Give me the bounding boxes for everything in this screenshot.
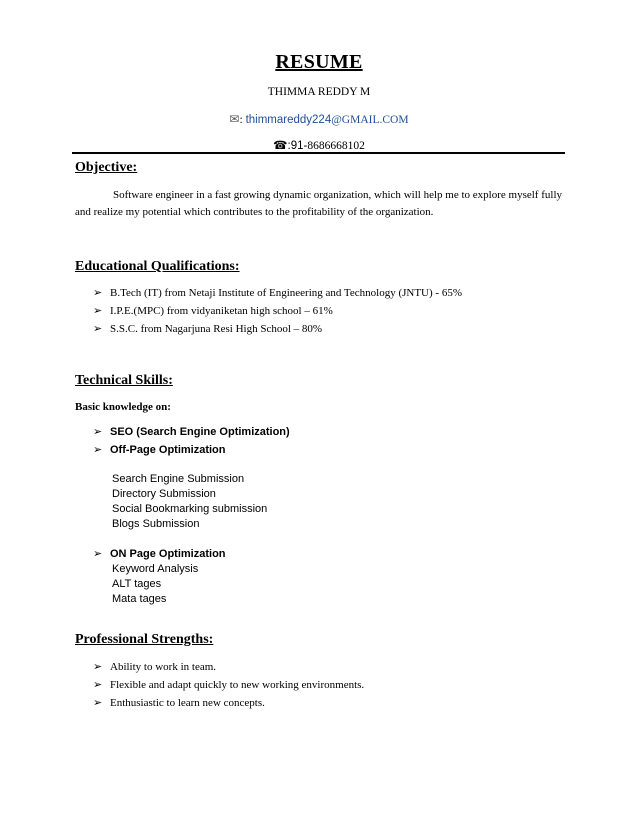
telephone-icon: ☎ xyxy=(273,140,288,152)
list-item xyxy=(93,676,364,694)
arrow-bullet-icon: ➢ xyxy=(93,548,103,560)
list-item: Social Bookmarking submission xyxy=(112,503,268,515)
arrow-bullet-icon: ➢ xyxy=(93,305,103,317)
email-line xyxy=(0,112,638,127)
education-heading: Educational Qualifications: xyxy=(75,259,240,274)
arrow-bullet-icon: ➢ xyxy=(93,679,103,691)
arrow-bullet-icon: ➢ xyxy=(93,323,103,335)
resume-title: RESUME xyxy=(275,51,363,73)
arrow-bullet-icon: ➢ xyxy=(93,287,103,299)
list-item: Blogs Submission xyxy=(112,518,200,530)
list-item xyxy=(93,423,290,441)
list-item xyxy=(93,302,462,320)
skills-heading: Technical Skills: xyxy=(75,373,173,388)
envelope-icon: ✉ xyxy=(229,112,240,126)
skill-item: Off-Page Optimization xyxy=(110,444,226,456)
objective-heading: Objective: xyxy=(75,160,138,175)
list-item xyxy=(93,694,364,712)
phone-prefix: :91- xyxy=(287,140,308,152)
onpage-list xyxy=(93,545,226,563)
list-item xyxy=(93,320,462,338)
strengths-list xyxy=(93,658,364,712)
list-item xyxy=(93,441,290,459)
education-item: S.S.C. from Nagarjuna Resi High School – 80% xyxy=(110,323,323,335)
arrow-bullet-icon: ➢ xyxy=(93,661,103,673)
strength-item: Flexible and adapt quickly to new working environments. xyxy=(110,679,365,691)
list-item: Mata tages xyxy=(112,593,167,605)
list-item: Directory Submission xyxy=(112,488,216,500)
candidate-name: THIMMA REDDY M xyxy=(267,86,371,98)
offpage-sublist xyxy=(112,472,267,532)
skill-item: ON Page Optimization xyxy=(110,548,226,560)
list-item: ALT tages xyxy=(112,578,162,590)
strengths-heading: Professional Strengths: xyxy=(75,632,214,647)
education-item: I.P.E.(MPC) from vidyaniketan high school – 61% xyxy=(110,305,333,317)
email-separator: : xyxy=(239,114,246,126)
strength-item: Enthusiastic to learn new concepts. xyxy=(110,697,265,709)
email-domain[interactable]: @GMAIL.COM xyxy=(331,114,409,126)
phone-line xyxy=(0,138,638,152)
skills-list xyxy=(93,423,290,459)
email-user[interactable]: thimmareddy224 xyxy=(245,114,332,126)
list-item xyxy=(93,658,364,676)
onpage-sublist xyxy=(112,562,198,607)
header-divider xyxy=(72,152,565,154)
education-item: B.Tech (IT) from Netaji Institute of Engineering and Technology (JNTU) - 65% xyxy=(110,287,462,299)
basic-knowledge-label: Basic knowledge on: xyxy=(75,401,171,413)
arrow-bullet-icon: ➢ xyxy=(93,697,103,709)
strength-item: Ability to work in team. xyxy=(110,661,217,673)
list-item: Keyword Analysis xyxy=(112,563,199,575)
list-item xyxy=(93,545,226,563)
objective-body: Software engineer in a fast growing dynamic organization, which will help me to explore myself fully and realize my potential which contributes to the profitability of the organization. xyxy=(75,189,562,218)
phone-number: 8686668102 xyxy=(307,140,365,152)
arrow-bullet-icon: ➢ xyxy=(93,426,103,438)
skill-item: SEO (Search Engine Optimization) xyxy=(110,426,290,438)
list-item xyxy=(93,284,462,302)
arrow-bullet-icon: ➢ xyxy=(93,444,103,456)
objective-text xyxy=(75,187,562,221)
education-list xyxy=(93,284,462,338)
list-item: Search Engine Submission xyxy=(112,473,245,485)
